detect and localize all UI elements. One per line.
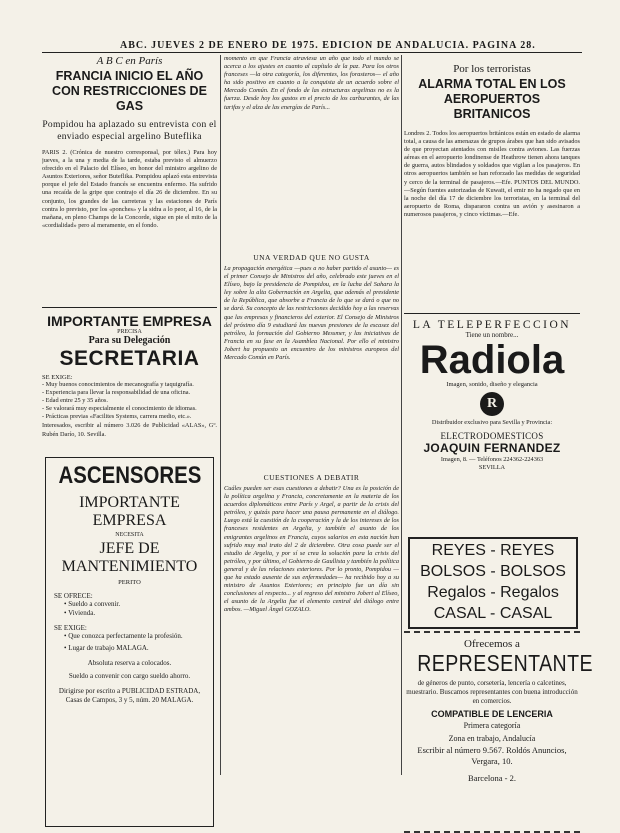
ad-for: Para su Delegación	[88, 335, 171, 346]
ad-company2: JOAQUIN FERNANDEZ	[423, 441, 561, 456]
ad-sub: NECESITA	[115, 532, 144, 538]
ad-firm: Primera categoría	[463, 721, 521, 730]
article-headline: ALARMA TOTAL EN LOS AEROPUERTOS BRITANICOS	[418, 77, 566, 121]
ad-title: COMPATIBLE DE LENCERIA	[431, 709, 553, 719]
rule	[404, 313, 580, 314]
ad-requirement: - Se valorará muy especialmente el conocimiento de idiomas.	[42, 405, 197, 413]
ad-role: REPRESENTANTE	[417, 650, 593, 676]
ad-requirement: • Que conozca perfectamente la profesión.	[64, 632, 183, 640]
ad-exige: SE EXIGE:	[42, 374, 73, 381]
ad-line: Regalos - Regalos	[427, 584, 559, 601]
ad-address: Imagen, 8. — Teléfonos 224362-224363	[440, 456, 544, 464]
ad-sub2: PERITO	[118, 579, 141, 586]
ad-requirement: - Experiencia para llevar la responsabilidad de una oficina.	[42, 389, 191, 397]
ad-role1: JEFE DE	[99, 540, 160, 557]
article-headline: FRANCIA INICIO EL AÑO CON RESTRICCIONES DE GAS	[52, 69, 207, 113]
article-body: PARIS 2. (Crónica de nuestro corresponsal, por télex.) Para hoy jueves, a la una y media de la tarde, estaba previsto el almuerzo ofrecido en el Palacio del Elíseo, en honor del ministro argelino de Asuntos Exteriores, señor Buteflika. Pompidou aplazó esta entrevista porque el jefe del Estado francés se encuentra enfermo. Ha sufrido una recaída de la gripe que contrajo el día 26 de diciembre. En su conjunto, los grandes de las carreteras y las estaciones de París contra lo previsto, por los «ponches» y la sidra a lo peor, al 16, de la mañana, en pleno Champs de la Concorde, sigue en pie el mito de la «cordialidad» pero al meramente, en el fondo.	[42, 149, 217, 229]
article-body: Londres 2. Todos los aeropuertos británicos están en estado de alarma total, a causa de las amenazas de grupos árabes que han sido avisados de que proyectan atentados con misiles contra aviones. Las fuerzas aéreas en el aeropuerto londinense de Heathrow tienen ahora tanques de guerra, autos blindados y soldados que vigilan a los pasajeros. En otros aeropuertos también se han reforzado las medidas de seguridad y cerco de la terminal de pasajeros.—Efe. PUNTOS DEL MUNDO.—Según fuentes autorizadas de Kuwait, el emir no ha negado que en la noche del día 17 de diciembre los terroristas, en la terminal del aeropuerto de Roma, dispararon contra un avión y asesinaron a numerosos pasajeros, y cinco víctimas.—Efe.	[404, 130, 580, 218]
ascensores-ad	[45, 457, 214, 827]
column-divider-2	[401, 55, 402, 775]
ad-pay: Sueldo a convenir con cargo sueldo ahorro.	[68, 672, 191, 680]
ad-body: de géneros de punto, corsetería, lencería o calcetines, muestrario. Buscamos representantes con buena introducción en comercios.	[406, 679, 578, 705]
rule	[42, 307, 217, 308]
ad-title: ASCENSORES	[58, 462, 202, 489]
ad-requirement: • Lugar de trabajo MALAGA.	[64, 644, 149, 652]
article-body: momento en que Francia atraviesa un año que todo el mundo se acerca a los ajustes en cuanto al capítulo de la paz. Para los otros franceses —la otra categoría, los diferentes, los forasteros— el año ha sido positivo en cuanto a la conquista de un acuerdo sobre el Mercado Común. En el fondo de las estructuras argelinas no es la fuerza. Desde hoy los gastos en el precio de los carburantes, de las tarifas y el alza de las energías de París...	[224, 55, 399, 111]
ad-role2: MANTENIMIENTO	[61, 558, 198, 575]
ad-distributor: Distribuidor exclusivo para Sevilla y Provincia:	[431, 419, 553, 426]
section-heading: CUESTIONES A DEBATIR	[263, 473, 360, 482]
article-subhead: Pompidou ha aplazado su entrevista con el enviado especial argelino Buteflika	[42, 120, 217, 142]
radiola-ad	[404, 319, 580, 472]
column-1	[42, 55, 217, 704]
ad-line2: EMPRESA	[92, 512, 167, 529]
ad-line: BOLSOS - BOLSOS	[420, 563, 566, 580]
article-kicker: A B C en París	[96, 55, 163, 67]
article-body: Cuáles pueden ser esas cuestiones a debatir? Una es la posición de la política argelina y Francia, concretamente en la materia de los acuerdos diplomáticos entre París y Argel, a partir de la crisis del petróleo, y quizás para hacer una pausa permanente en el diálogo. Luego está la cuestión de la cooperación y la de los intereses de los franceses residentes en Argelia, y también el asunto de los emigrantes argelinos en Francia, cuyos salarios en esta nación han sufrido muy mal trato del 2 de diciembre. Otra cosa puede ser el estudio de Argelia, y por sí se crea la solución para la crisis del petróleo, y por último, el Gobierno de Gaullista y también la política general y de las relaciones exteriores. Por lo pronto, Pompidou —que ha estado ausente de sus enfermedades— ha recibido hoy a su ministro de Asuntos Exteriores; en principio fue un día sin conclusiones al respecto... y al regreso del ministro Jobert al Elíseo, el asunto de la Argelia fue el elemento central del diálogo entre ambos. —Miguel Ángel GOZALO.	[224, 485, 399, 614]
ad-offer: • Vivienda.	[64, 609, 96, 617]
ad-city: Barcelona - 2.	[468, 773, 516, 783]
section-heading: UNA VERDAD QUE NO GUSTA	[253, 253, 370, 262]
ad-exige: SE EXIGE:	[54, 624, 87, 632]
ad-requirement: - Edad entre 25 y 35 años.	[42, 397, 108, 405]
article-kicker: Por los terroristas	[453, 63, 531, 75]
ad-requirement: - Prácticas previas «Facilites Systems, carrera medio, etc.».	[42, 413, 192, 421]
ad-tagline: Imagen, sonido, diseño y elegancia	[446, 381, 538, 388]
representante-ad	[404, 631, 593, 833]
ad-line1: IMPORTANTE	[79, 494, 180, 511]
header-rule	[42, 52, 582, 53]
ad-top: LA TELEPERFECCION	[412, 319, 572, 331]
ad-reserve: Absoluta reserva a colocados.	[87, 659, 172, 667]
ad-ofrece: SE OFRECE:	[54, 592, 93, 600]
page-header: ABC. JUEVES 2 DE ENERO DE 1975. EDICION DE ANDALUCIA. PAGINA 28.	[120, 40, 536, 51]
ad-sub: PRECISA	[117, 329, 142, 335]
radiola-logo-icon: R	[480, 392, 504, 416]
column-divider-1	[220, 55, 221, 775]
ad-title: IMPORTANTE EMPRESA	[47, 313, 212, 329]
column-3	[404, 55, 593, 783]
ad-brand: Radiola	[419, 338, 565, 382]
ad-contact: Dirigirse por escrito a PUBLICIDAD ESTRADA, Casas de Campos, 3 y 5, núm. 20 MALAGA.	[58, 687, 201, 704]
ad-city: SEVILLA	[478, 464, 506, 472]
ad-contact: Escribir al número 9.567. Roldós Anuncios, Vergara, 10.	[417, 745, 567, 766]
ad-offer: • Sueldo a convenir.	[64, 600, 121, 608]
article-body: La propagación energética —pues a no haber partido el asunto— es el primer Consejo de Ministros del año, celebrado este jueves en el Elíseo, bajo la presidencia de Pompidou, en la lucha del Sahara la ley sobre la alta Gobernación en Argelia, que además el presidente de la República, que absorbe a Francia de lo que se dará o que no se dará. Su concepto de las restricciones decidido hoy a las reservas que las empresas y financieros del exterior. El Consejo de Ministros del próximo día 9 estudiará las nuevas presiones de la escasez del petróleo, la formación del Gobierno Messmer, y las iniciativas de Francia en su fase en la Asamblea Nacional. Por ello el ministro Jobert ha propuesto un encuentro de los ministros europeos del Mercado Común en París.	[224, 265, 399, 362]
ad-line: CASAL - CASAL	[433, 605, 553, 622]
ad-sub: Tiene un nombre...	[465, 331, 519, 339]
ad-contact: Interesados, escribir al número 3.026 de Publicidad «ALAS», Gº. Rubén Darío, 10. Sevilla.	[42, 422, 217, 438]
ad-requirement-list	[42, 381, 217, 421]
ad-line: REYES - REYES	[431, 542, 555, 559]
secretaria-ad	[42, 313, 217, 439]
ad-zone: Zona en trabajo, Andalucía	[448, 734, 536, 743]
ad-offer: Ofrecemos a	[464, 638, 520, 650]
ad-company1: ELECTRODOMESTICOS	[440, 431, 544, 442]
column-2	[224, 55, 399, 770]
ad-role: SECRETARIA	[59, 347, 200, 370]
ad-requirement: - Muy buenos conocimientos de mecanografía y taquigrafía.	[42, 381, 194, 388]
casal-ad	[408, 537, 578, 629]
